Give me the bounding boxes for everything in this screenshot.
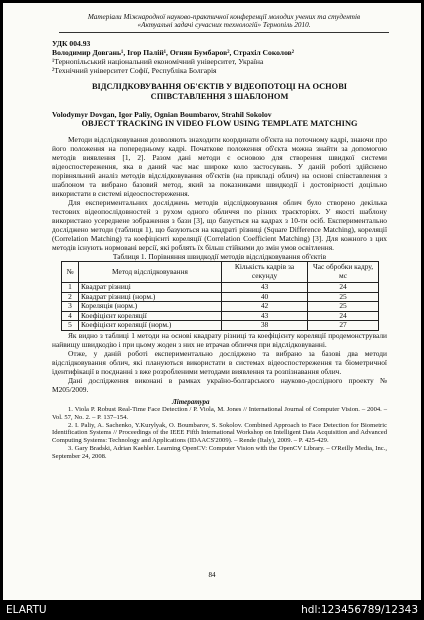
udk-code: УДК 004.93 xyxy=(52,39,91,48)
table-cell: 2 xyxy=(62,292,79,302)
title-ua xyxy=(52,82,387,102)
table-cell: Кореляція (норм.) xyxy=(79,302,222,312)
header-line-2: «Актуальні задачі сучасних технологій» Тернопіль 2010. xyxy=(137,21,311,30)
repository-footer xyxy=(0,600,424,620)
table-row xyxy=(62,321,379,331)
table-cell: 27 xyxy=(308,321,379,331)
table-header-num: № xyxy=(62,262,79,283)
title-ua-line-2: СПІВСТАВЛЕННЯ З ШАБЛОНОМ xyxy=(150,92,289,101)
paragraph-experiment: Для експериментальних досліджень методів відслідковування облич було створено декілька тестових відеопослідовностей з рухом одного обличчя по різних траєкторіях. У якості шаблону використано усереднене зображення з бази [3], що базується на кадрах з 10-ти осіб. Експериментально досліджено методи (таблиця 1), що базуються на квадраті різниці (Square Difference Matching), кореляції (Correlation Matching) та коефіцієнті кореляції (Correlation Coefficient Matching) [3]. Для кожного з цих методів існують нормовані версії, які роблять їх більш стійкими до змін умов освітлення. xyxy=(52,198,387,252)
affiliation-2: ²Технічний університет Софії, Республіка Болгарія xyxy=(52,66,217,75)
table-cell: Коефіцієнт кореляції (норм.) xyxy=(79,321,222,331)
table-row xyxy=(62,302,379,312)
table-cell: 25 xyxy=(308,302,379,312)
table-cell: Квадрат різниці (норм.) xyxy=(79,292,222,302)
table-cell: Коефіцієнт кореляції xyxy=(79,311,222,321)
page-number: 84 xyxy=(208,571,216,579)
authors-ua: Володимир Довгань¹, Ігор Палій¹, Огнян Бумбаров², Страхіл Соколов² xyxy=(52,48,295,57)
header-line-1: Матеріали Міжнародної науково-практичної конференції молодих учених та студентів xyxy=(87,13,361,21)
table-cell: 24 xyxy=(308,311,379,321)
article-body xyxy=(52,39,387,461)
table-cell: 40 xyxy=(222,292,308,302)
table-cell: 38 xyxy=(222,321,308,331)
handle-link[interactable]: hdl:123456789/12343 xyxy=(301,604,418,616)
table-header-method: Метод відслідковування xyxy=(79,262,222,283)
paragraph-intro: Методи відслідковування дозволяють знаходити координати об'єкта на поточному кадрі, знаючи про його положення на попередньому кадрі. Початкове положення об'єкта можна знайти за допомогою методів виявлення [1, 2]. Разом дані методи є основою для створення швидкої системи відеоспостереження, яка в даний час має широке коло застосувань. У даній роботі здійснено порівняльний аналіз методів відслідковування об'єктів (на прикладі облич) на основі співставлення з шаблоном та вибрано базовий метод, який за показниками швидкодії і достовірності доцільно використати в системі відеоспостереження. xyxy=(52,135,387,198)
document-page xyxy=(3,3,421,600)
title-en: OBJECT TRACKING IN VIDEO FLOW USING TEMPLATE MATCHING xyxy=(81,119,358,128)
running-header xyxy=(59,13,389,33)
reference-item: 3. Gary Bradski, Adrian Kaehler. Learning OpenCV: Computer Vision with the OpenCV Library. – O'Reilly Media, Inc., September 24, 2008. xyxy=(52,444,387,460)
table-cell: Квадрат різниці xyxy=(79,283,222,293)
table-cell: 43 xyxy=(222,311,308,321)
table-header-row xyxy=(62,262,379,283)
table-row xyxy=(62,283,379,293)
paragraph-funding: Дані дослідження виконані в рамках україно-болгарського науково-дослідного проекту № М205/2009. xyxy=(52,375,387,394)
table-caption: Таблиця 1. Порівняння швидкодії методів відслідковування об'єктів xyxy=(112,252,327,261)
table-cell: 4 xyxy=(62,311,79,321)
table-header-time: Час обробки кадру, мс xyxy=(308,262,379,283)
table-cell: 1 xyxy=(62,283,79,293)
table-cell: 43 xyxy=(222,283,308,293)
paragraph-results: Як видно з таблиці 1 методи на основі квадрату різниці та коефіцієнту кореляції продемонстрували найвищу швидкодію і при цьому жоден з них не втрачав обличчя при відслідковуванні. xyxy=(52,330,387,349)
affiliation-1: ¹Тернопільський національний економічний університет, Україна xyxy=(52,57,264,66)
references-title: Література xyxy=(172,397,210,406)
authors-en: Volodymyr Dovgan, Igor Paliy, Ognian Boumbarov, Strahil Sokolov xyxy=(52,110,272,119)
title-ua-line-1: ВІДСЛІДКОВУВАННЯ ОБ'ЄКТІВ У ВІДЕОПОТОЦІ НА ОСНОВІ xyxy=(91,82,348,91)
reference-item: 1. Viola P. Robust Real-Time Face Detection / P. Viola, M. Jones // International Journal of Computer Vision. – 2004. – Vol. 57, No. 2. – P. 137–154. xyxy=(52,405,387,421)
table-cell: 3 xyxy=(62,302,79,312)
reference-item: 2. I. Paliy, A. Sachenko, Y.Kurylyak, O. Boumbarov, S. Sokolov. Combined Approach to Face Detection for Biometric Identification Systems // Proceedings of the IEEE Fifth International Workshop on Intelligent Data Acquisition and Advanced Computing Systems: Technology and Applications (IDAACS'2009). – Rende (Italy), 2009. – P. 425-429. xyxy=(52,421,387,445)
table-cell: 25 xyxy=(308,292,379,302)
repository-name: ELARTU xyxy=(6,604,47,616)
results-table xyxy=(61,261,379,331)
table-cell: 42 xyxy=(222,302,308,312)
table-cell: 24 xyxy=(308,283,379,293)
table-cell: 5 xyxy=(62,321,79,331)
table-header-fps: Кількість кадрів за секунду xyxy=(222,262,308,283)
paragraph-conclusion: Отже, у даній роботі експериментально досліджено та вибрано за базові два методи відслідковування облич, які плануються використати в системах відеоспостереження та біометричної ідентифікації в поєднанні з вже розробленими методами виявлення та розпізнавання облич. xyxy=(52,348,387,376)
